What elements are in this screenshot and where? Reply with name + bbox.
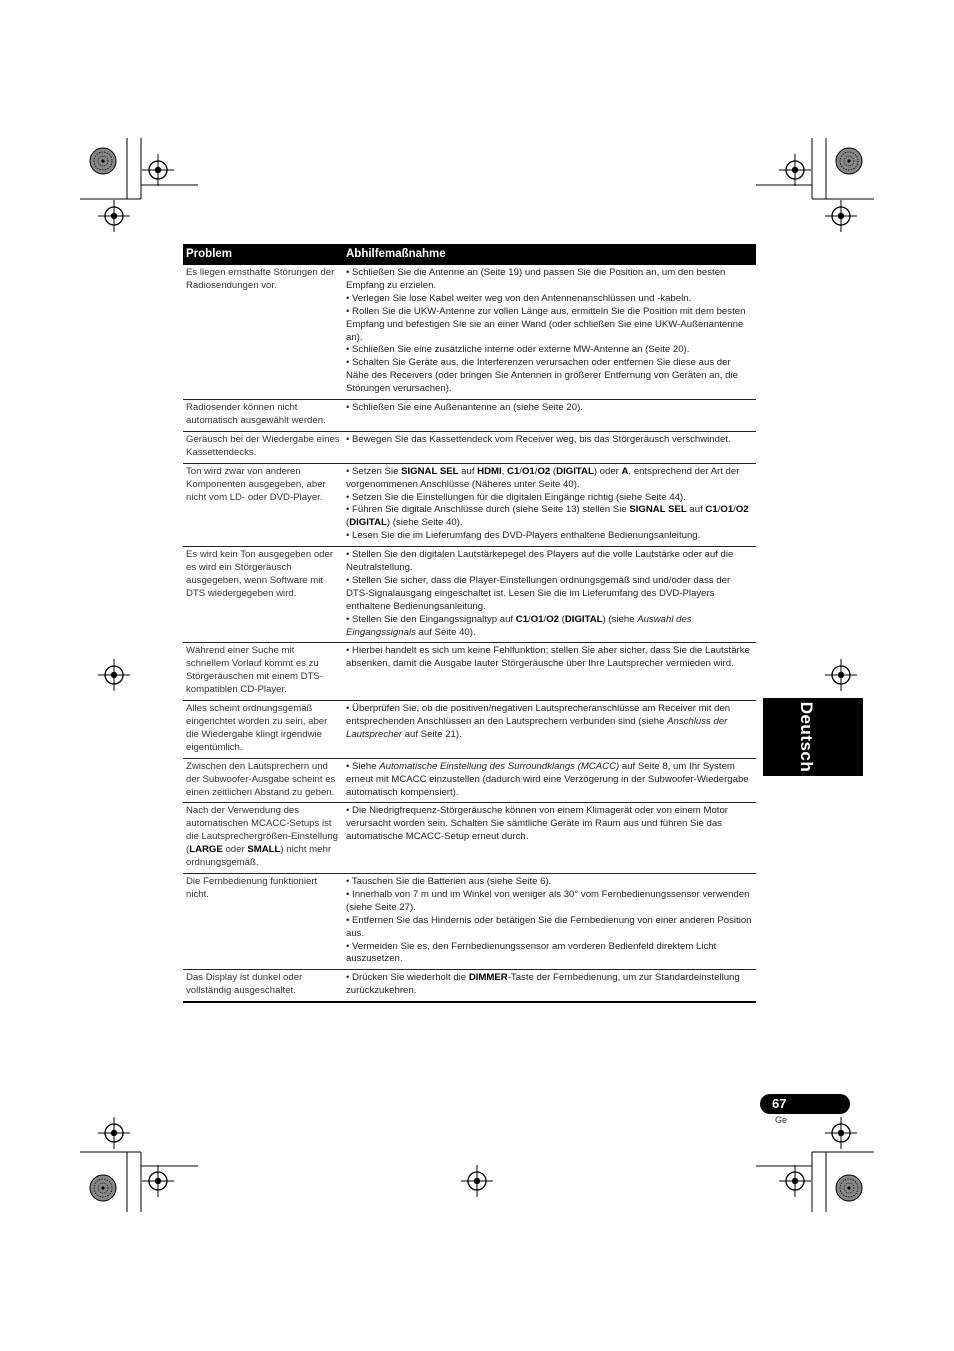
text-run: oder <box>222 844 248 856</box>
remedy-item <box>346 504 753 530</box>
table-row <box>183 970 756 1002</box>
remedy-item <box>346 434 753 447</box>
remedy-cell <box>343 463 756 546</box>
remedy-cell <box>343 701 756 759</box>
text-run: • Stellen Sie den Eingangssignaltyp auf <box>346 613 516 625</box>
table-row <box>183 643 756 701</box>
remedy-item <box>346 761 753 800</box>
problem-cell: Während einer Suche mit schnellem Vorlauf kommt es zu Störgeräuschen mit einem DTS-kompatiblen CD-Player. <box>183 643 343 701</box>
text-run: • Stellen Sie den digitalen Lautstärkepegel des Players auf die volle Lautstärke oder auf die Neutralstellung. <box>346 549 734 574</box>
bold-term: SMALL <box>247 844 281 856</box>
table-header-row <box>183 244 756 265</box>
text-run: ) nicht mehr ordnungsgemäß. <box>186 844 332 869</box>
bold-term: O1 <box>720 504 734 516</box>
bold-term: C1 <box>705 504 718 516</box>
table-row <box>183 400 756 432</box>
language-side-tab <box>763 698 863 776</box>
table-row <box>183 463 756 546</box>
remedy-item <box>346 941 753 967</box>
language-code: Ge <box>775 1115 788 1125</box>
remedy-item <box>346 466 753 492</box>
text-run: • Schließen Sie die Antenne an (Seite 19) und passen Sie die Position an, um den besten Empfang zu erzielen. <box>346 267 726 291</box>
text-run: ( <box>559 613 565 625</box>
remedy-item <box>346 805 753 844</box>
text-run: ) (siehe Seite 40). <box>386 517 463 529</box>
table-row <box>183 431 756 463</box>
table-body <box>183 265 756 1002</box>
remedy-item <box>346 645 753 671</box>
page-number: 67 <box>772 1096 787 1111</box>
problem-cell: Die Fernbedienung funktioniert nicht. <box>183 873 343 969</box>
text-run: ( <box>550 465 557 477</box>
text-run: Nach der Verwendung des automatischen MCACC-Setups ist die Lautsprechergrößen-Einstellung ( <box>186 805 338 856</box>
table-row <box>183 701 756 759</box>
column-header-problem: Problem <box>183 244 343 265</box>
text-run: • Führen Sie digitale Anschlüsse durch (siehe Seite 13) stellen Sie <box>346 504 630 516</box>
remedy-cell <box>343 265 756 400</box>
bold-term: O2 <box>546 613 559 625</box>
remedy-item <box>346 357 753 396</box>
italic-reference: Auswahl des Eingangssignals <box>346 613 692 638</box>
remedy-cell <box>343 758 756 803</box>
bold-term: O2 <box>537 465 551 477</box>
italic-reference: Automatische Einstellung des Surroundklangs (MCACC) <box>379 760 620 772</box>
remedy-cell <box>343 431 756 463</box>
remedy-item <box>346 530 753 543</box>
italic-reference: Anschluss der Lautsprecher <box>346 716 728 740</box>
text-run: • Schließen Sie eine zusätzliche interne oder externe MW-Antenne an (Seite 20). <box>346 344 690 356</box>
remedy-item <box>346 344 753 357</box>
text-run: • Die Niedrigfrequenz-Störgeräusche können von einem Klimagerät oder von einem Motor verursacht worden sein. Schalten Sie sämtliche Geräte im Raum aus und führen Sie das automatische MCACC-Setup erneut durch. <box>346 805 728 843</box>
bold-term: C1 <box>507 465 520 477</box>
text-run: • Rollen Sie die UKW-Antenne zur vollen Länge aus, ermitteln Sie die Position mit dem besten Empfang und befestigen Sie sie an einer Wand (oder schließen Sie eine UKW-Außenantenne an). <box>346 305 746 343</box>
page-number-badge <box>760 1094 850 1114</box>
remedy-item <box>346 915 753 941</box>
text-run: • Innerhalb von 7 m und im Winkel von weniger als 30° vom Fernbedienungssensor verwenden (siehe Seite 27). <box>346 888 750 913</box>
table-row <box>183 758 756 803</box>
troubleshooting-table <box>183 244 756 1003</box>
bold-term: DIMMER <box>468 972 508 984</box>
remedy-cell <box>343 643 756 701</box>
text-run: • Drücken Sie wiederholt die <box>346 972 469 984</box>
remedy-cell <box>343 400 756 432</box>
text-run: ) oder <box>593 465 622 477</box>
troubleshooting-table-container <box>183 244 756 1003</box>
text-run: auf <box>458 465 478 477</box>
remedy-item <box>346 703 753 742</box>
problem-cell: Das Display ist dunkel oder vollständig ausgeschaltet. <box>183 970 343 1002</box>
text-run: • Siehe <box>346 760 380 772</box>
remedy-item <box>346 492 753 505</box>
bold-term: A <box>621 465 629 477</box>
remedy-item <box>346 267 753 293</box>
text-run: • Setzen Sie die Einstellungen für die digitalen Eingänge richtig (siehe Seite 44). <box>346 491 686 503</box>
remedy-item <box>346 549 753 575</box>
bold-term: DIGITAL <box>564 613 603 625</box>
remedy-cell <box>343 970 756 1002</box>
remedy-item <box>346 614 753 640</box>
text-run: / <box>534 465 538 477</box>
bold-term: C1 <box>515 613 529 625</box>
text-run: auf Seite 21). <box>402 728 462 740</box>
table-row <box>183 265 756 400</box>
bold-term: DIGITAL <box>556 465 594 477</box>
text-run: / <box>733 504 736 516</box>
column-header-remedy: Abhilfemaßnahme <box>343 244 756 265</box>
problem-cell: Es wird kein Ton ausgegeben oder es wird ein Störgeräusch ausgegeben, wenn Software mit DTS wiedergegeben wird. <box>183 547 343 643</box>
text-run: / <box>543 613 547 625</box>
text-run: ) (siehe <box>602 613 638 625</box>
language-side-tab-label: Deutsch <box>797 701 817 773</box>
remedy-cell <box>343 873 756 969</box>
remedy-item <box>346 972 753 998</box>
problem-cell: Zwischen den Lautsprechern und der Subwoofer-Ausgabe scheint es einen zeitlichen Abstand zu geben. <box>183 758 343 803</box>
problem-cell <box>183 803 343 874</box>
text-run: • Entfernen Sie das Hindernis oder betätigen Sie die Fernbedienung von einer anderen Position aus. <box>346 914 752 939</box>
text-run: auf Seite 40). <box>415 626 476 638</box>
text-run: • Bewegen Sie das Kassettendeck vom Receiver weg, bis das Störgeräusch verschwindet. <box>346 433 731 445</box>
text-run: auf Seite 8, um Ihr System erneut mit MCACC einzustellen (dadurch wird eine Verzögerung in der Subwoofer-Wiedergabe automatisch kompensiert). <box>346 760 749 798</box>
remedy-item <box>346 575 753 614</box>
remedy-cell <box>343 547 756 643</box>
problem-cell: Es liegen ernsthafte Störungen der Radiosendungen vor. <box>183 265 343 400</box>
problem-cell: Ton wird zwar von anderen Komponenten ausgegeben, aber nicht vom LD- oder DVD-Player. <box>183 463 343 546</box>
bold-term: HDMI <box>477 465 502 477</box>
text-run: ( <box>346 517 350 529</box>
bold-term: SIGNAL SEL <box>401 465 459 477</box>
text-run: • Stellen Sie sicher, dass die Player-Einstellungen ordnungsgemäß sind und/oder dass der DTS-Signalausgang eingeschaltet ist. Lesen Sie die im Lieferumfang des DVD-Players enthaltene Bedienungsanleitung. <box>346 574 731 612</box>
text-run: • Hierbei handelt es sich um keine Fehlfunktion; stellen Sie aber sicher, dass Sie die Lautstärke absenken, damit die Ausgabe lauter Störgeräusche über Ihre Lautsprecher vermieden wird. <box>346 645 750 670</box>
bold-term: LARGE <box>189 844 223 856</box>
text-run: • Setzen Sie <box>346 465 402 477</box>
text-run: , entsprechend der Art der vorgenommenen Anschlüsse (Näheres unter Seite 40). <box>346 465 740 490</box>
problem-cell: Geräusch bei der Wiedergabe eines Kassettendecks. <box>183 431 343 463</box>
bold-term: DIGITAL <box>349 517 387 529</box>
remedy-item <box>346 402 753 415</box>
text-run: • Vermeiden Sie es, den Fernbedienungssensor am vorderen Bedienfeld direktem Licht auszusetzen. <box>346 940 717 965</box>
text-run: • Tauschen Sie die Batterien aus (siehe Seite 6). <box>346 875 552 887</box>
text-run: • Überprüfen Sie, ob die positiven/negativen Lautsprecheranschlüsse am Receiver mit den entsprechenden Anschlüssen an den Lautsprechern verbunden sind (siehe <box>346 703 731 727</box>
text-run: / <box>717 504 721 516</box>
table-row <box>183 873 756 969</box>
text-run: -Taste der Fernbedienung, um zur Standardeinstellung zurückzukehren. <box>346 972 740 997</box>
remedy-item <box>346 306 753 345</box>
table-row <box>183 547 756 643</box>
problem-cell: Alles scheint ordnungsgemäß eingerichtet worden zu sein, aber die Wiedergabe klingt irgendwie eigentümlich. <box>183 701 343 759</box>
text-run: • Schließen Sie eine Außenantenne an (siehe Seite 20). <box>346 402 583 414</box>
remedy-item <box>346 293 753 306</box>
text-run: / <box>528 613 531 625</box>
bold-term: SIGNAL SEL <box>629 504 687 516</box>
problem-cell: Radiosender können nicht automatisch ausgewählt werden. <box>183 400 343 432</box>
bold-term: O1 <box>521 465 535 477</box>
text-run: • Lesen Sie die im Lieferumfang des DVD-Players enthaltene Bedienungsanleitung. <box>346 530 701 542</box>
remedy-item <box>346 889 753 915</box>
text-run: / <box>519 465 522 477</box>
text-run: , <box>501 465 508 477</box>
bold-term: O1 <box>530 613 544 625</box>
bold-term: O2 <box>735 504 749 516</box>
text-run: • Verlegen Sie lose Kabel weiter weg von den Antennenanschlüssen und -kabeln. <box>346 292 692 304</box>
table-row <box>183 803 756 874</box>
text-run: auf <box>686 504 706 516</box>
remedy-item <box>346 876 753 889</box>
text-run: • Schalten Sie Geräte aus, die Interferenzen verursachen oder entfernen Sie diese aus der Nähe des Receivers (oder bringen Sie Antennen in größerer Entfernung von Geräten an, die Störungen verursachen). <box>346 357 738 395</box>
remedy-cell <box>343 803 756 874</box>
